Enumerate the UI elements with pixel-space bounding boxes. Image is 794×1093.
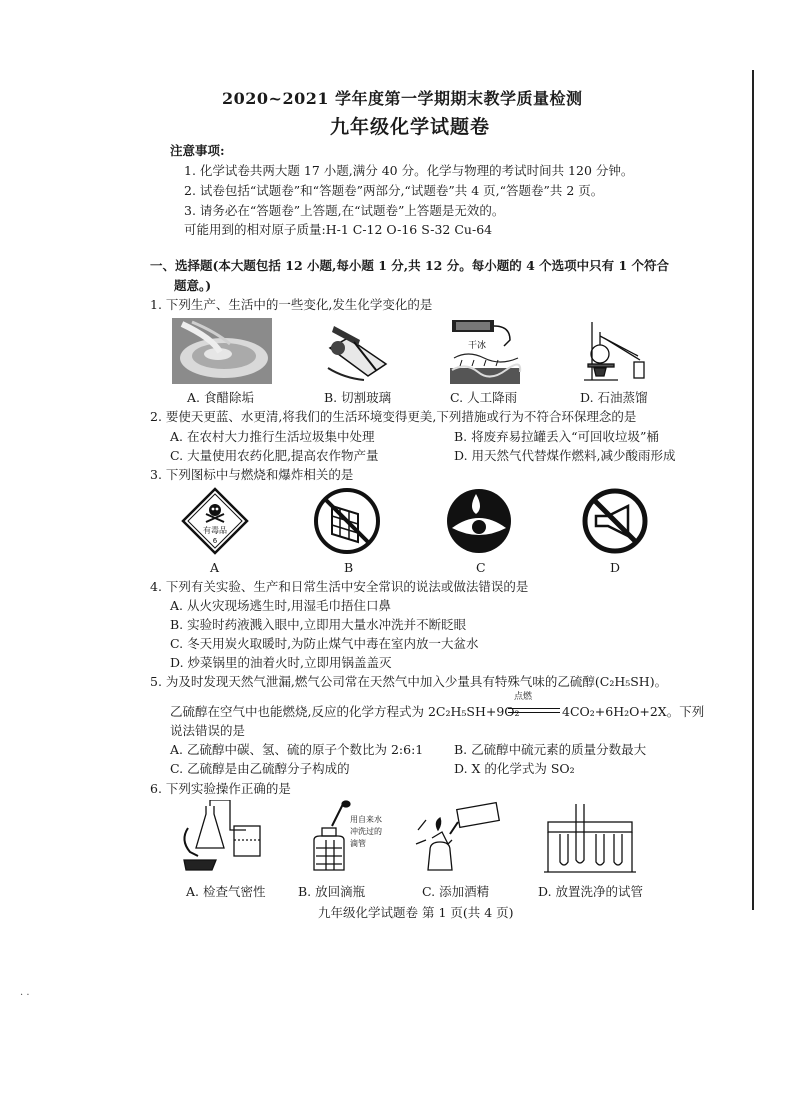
dropper-note-line3: 滴管 (350, 839, 366, 848)
q4-stem: 4. 下列有关实验、生产和日常生活中安全常识的说法或做法错误的是 (150, 579, 529, 594)
q6-option-b: B. 放回滴瓶 (298, 884, 366, 899)
q4-option-b: B. 实验时药液溅入眼中,立即用大量水冲洗并不断眨眼 (170, 617, 467, 632)
water-eye-sign-icon (444, 486, 514, 556)
q5-stem-line1: 5. 为及时发现天然气泄漏,燃气公司常在天然气中加入少量具有特殊气味的乙硫醇(C₂H₅SH)。 (150, 674, 668, 689)
dropper-note-line2: 冲洗过的 (350, 827, 382, 836)
q5-option-b: B. 乙硫醇中硫元素的质量分数最大 (454, 742, 647, 757)
q5-stem-line2a: 乙硫醇在空气中也能燃烧,反应的化学方程式为 2C₂H₅SH+9O₂ (170, 704, 520, 719)
reaction-condition: 点燃 (514, 692, 533, 702)
q3-option-a: A (210, 560, 220, 575)
q4-option-c: C. 冬天用炭火取暖时,为防止煤气中毒在室内放一大盆水 (170, 636, 479, 651)
q4-option-a: A. 从火灾现场逃生时,用湿毛巾捂住口鼻 (170, 598, 391, 613)
no-horn-sign-icon (580, 486, 650, 556)
q1-stem: 1. 下列生产、生活中的一些变化,发生化学变化的是 (150, 297, 433, 312)
q6-option-a: A. 检查气密性 (186, 884, 266, 899)
q4-option-d: D. 炒菜锅里的油着火时,立即用锅盖盖灭 (170, 655, 392, 670)
q1-option-a: A. 食醋除垢 (187, 390, 254, 405)
q2-option-b: B. 将废弃易拉罐丢入“可回收垃圾”桶 (454, 429, 659, 444)
dropper-note-line1: 用自来水 (350, 815, 382, 824)
q2-option-a: A. 在农村大力推行生活垃圾集中处理 (170, 429, 375, 444)
q6-image-test-tube-rack (540, 800, 640, 876)
section-heading: 一、选择题(本大题包括 12 小题,每小题 1 分,共 12 分。每小题的 4 个选项中只有 1 个符合 (150, 258, 670, 273)
page-footer: 九年级化学试题卷 第 1 页(共 4 页) (318, 905, 514, 920)
atomic-masses: 可能用到的相对原子质量:H-1 C-12 O-16 S-32 Cu-64 (184, 222, 493, 237)
q6-image-alcohol-lamp (412, 800, 508, 876)
toxic-sign-icon (180, 486, 250, 556)
q1-image-distillation (578, 318, 650, 384)
q1-option-c: C. 人工降雨 (450, 390, 518, 405)
q3-option-b: B (344, 560, 354, 575)
section-heading-cont: 题意。) (174, 278, 212, 293)
q1-option-b: B. 切割玻璃 (324, 390, 392, 405)
q6-option-c: C. 添加酒精 (422, 884, 490, 899)
q1-image-glass-cutting (324, 318, 390, 384)
q5-option-a: A. 乙硫醇中碳、氢、硫的原子个数比为 2:6:1 (170, 742, 424, 757)
q1-image-vinegar (172, 318, 272, 384)
scan-speck: · · (20, 990, 30, 1001)
q1-image-artificial-rain (448, 318, 522, 384)
q5-stem-line3: 说法错误的是 (170, 723, 246, 738)
q6-image-airtightness (176, 800, 268, 876)
equation-equals-sign (508, 708, 560, 713)
q3-stem: 3. 下列图标中与燃烧和爆炸相关的是 (150, 467, 354, 482)
notice-label: 注意事项: (170, 143, 225, 158)
exam-title: 2020~2021 学年度第一学期期末教学质量检测 (222, 89, 583, 108)
q6-option-d: D. 放置洗净的试管 (538, 884, 644, 899)
q2-stem: 2. 要使天更蓝、水更清,将我们的生活环境变得更美,下列措施或行为不符合环保理念的是 (150, 409, 637, 424)
notice-item-1: 1. 化学试卷共两大题 17 小题,满分 40 分。化学与物理的考试时间共 120 分钟。 (184, 163, 634, 178)
q3-option-c: C (476, 560, 486, 575)
scan-edge-line (752, 70, 754, 910)
q5-option-d: D. X 的化学式为 SO₂ (454, 761, 575, 776)
toxic-sign-label: 有毒品 (203, 526, 227, 535)
q1-option-d: D. 石油蒸馏 (580, 390, 648, 405)
q5-stem-line2b: 4CO₂+6H₂O+2X。下列 (562, 704, 705, 719)
toxic-sign-number: 6 (212, 537, 218, 545)
q2-option-d: D. 用天然气代替煤作燃料,减少酸雨形成 (454, 448, 676, 463)
q6-stem: 6. 下列实验操作正确的是 (150, 781, 291, 796)
q1-dry-ice-label: 干冰 (468, 341, 487, 351)
no-stacking-sign-icon (312, 486, 382, 556)
q5-option-c: C. 乙硫醇是由乙硫醇分子构成的 (170, 761, 350, 776)
q3-option-d: D (610, 560, 621, 575)
notice-item-2: 2. 试卷包括“试题卷”和“答题卷”两部分,“试题卷”共 4 页,“答题卷”共 2 页。 (184, 183, 604, 198)
q6-image-dropper-bottle (304, 800, 414, 876)
exam-subtitle: 九年级化学试题卷 (330, 116, 491, 138)
q2-option-c: C. 大量使用农药化肥,提高农作物产量 (170, 448, 379, 463)
notice-item-3: 3. 请务必在“答题卷”上答题,在“试题卷”上答题是无效的。 (184, 203, 505, 218)
